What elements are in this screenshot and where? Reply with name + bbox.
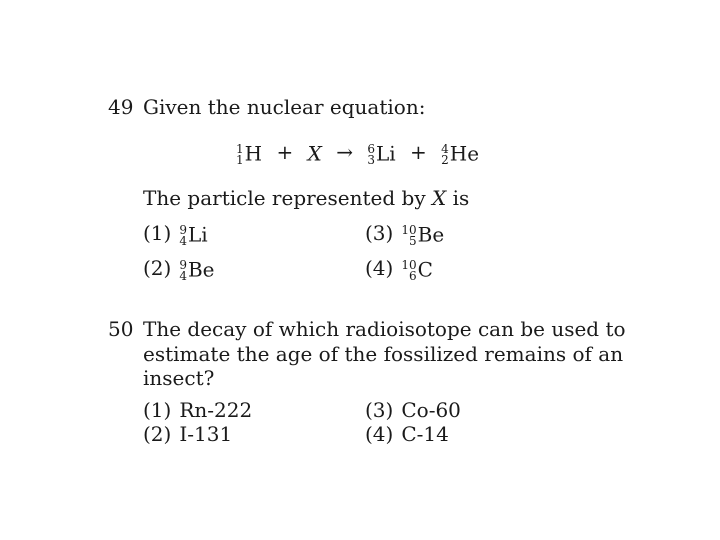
plus-sign: + (276, 140, 294, 164)
question-number: 50 (108, 317, 134, 341)
question-stem-line-1: The decay of which radioisotope can be used to (143, 317, 626, 341)
nuclide-lithium: 6 3 Li (367, 141, 396, 167)
answer-option-1[interactable]: (1) 9 4 Li (143, 221, 208, 248)
answer-option-3[interactable]: (3) Co-60 (365, 398, 461, 422)
answer-option-2[interactable]: (2) 9 4 Be (143, 256, 215, 283)
answer-option-1[interactable]: (1) Rn-222 (143, 398, 253, 422)
answer-option-4[interactable]: (4) C-14 (365, 422, 449, 446)
unknown-particle: X (307, 141, 322, 166)
nuclide-hydrogen: 1 1 H (236, 141, 263, 167)
answer-option-4[interactable]: (4) 10 6 C (365, 256, 433, 283)
nuclide-helium: 4 2 He (441, 141, 480, 167)
answer-option-2[interactable]: (2) I-131 (143, 422, 233, 446)
question-stem-line-2: estimate the age of the fossilized remains of an (143, 342, 624, 366)
question-number: 49 (108, 95, 134, 119)
plus-sign: + (410, 140, 427, 164)
answer-option-3[interactable]: (3) 10 5 Be (365, 221, 445, 248)
reaction-arrow: → (336, 140, 353, 164)
question-stem-line-3: insect? (143, 366, 215, 390)
question-prompt: The particle represented by X is (143, 186, 470, 210)
question-stem: Given the nuclear equation: (143, 95, 426, 119)
